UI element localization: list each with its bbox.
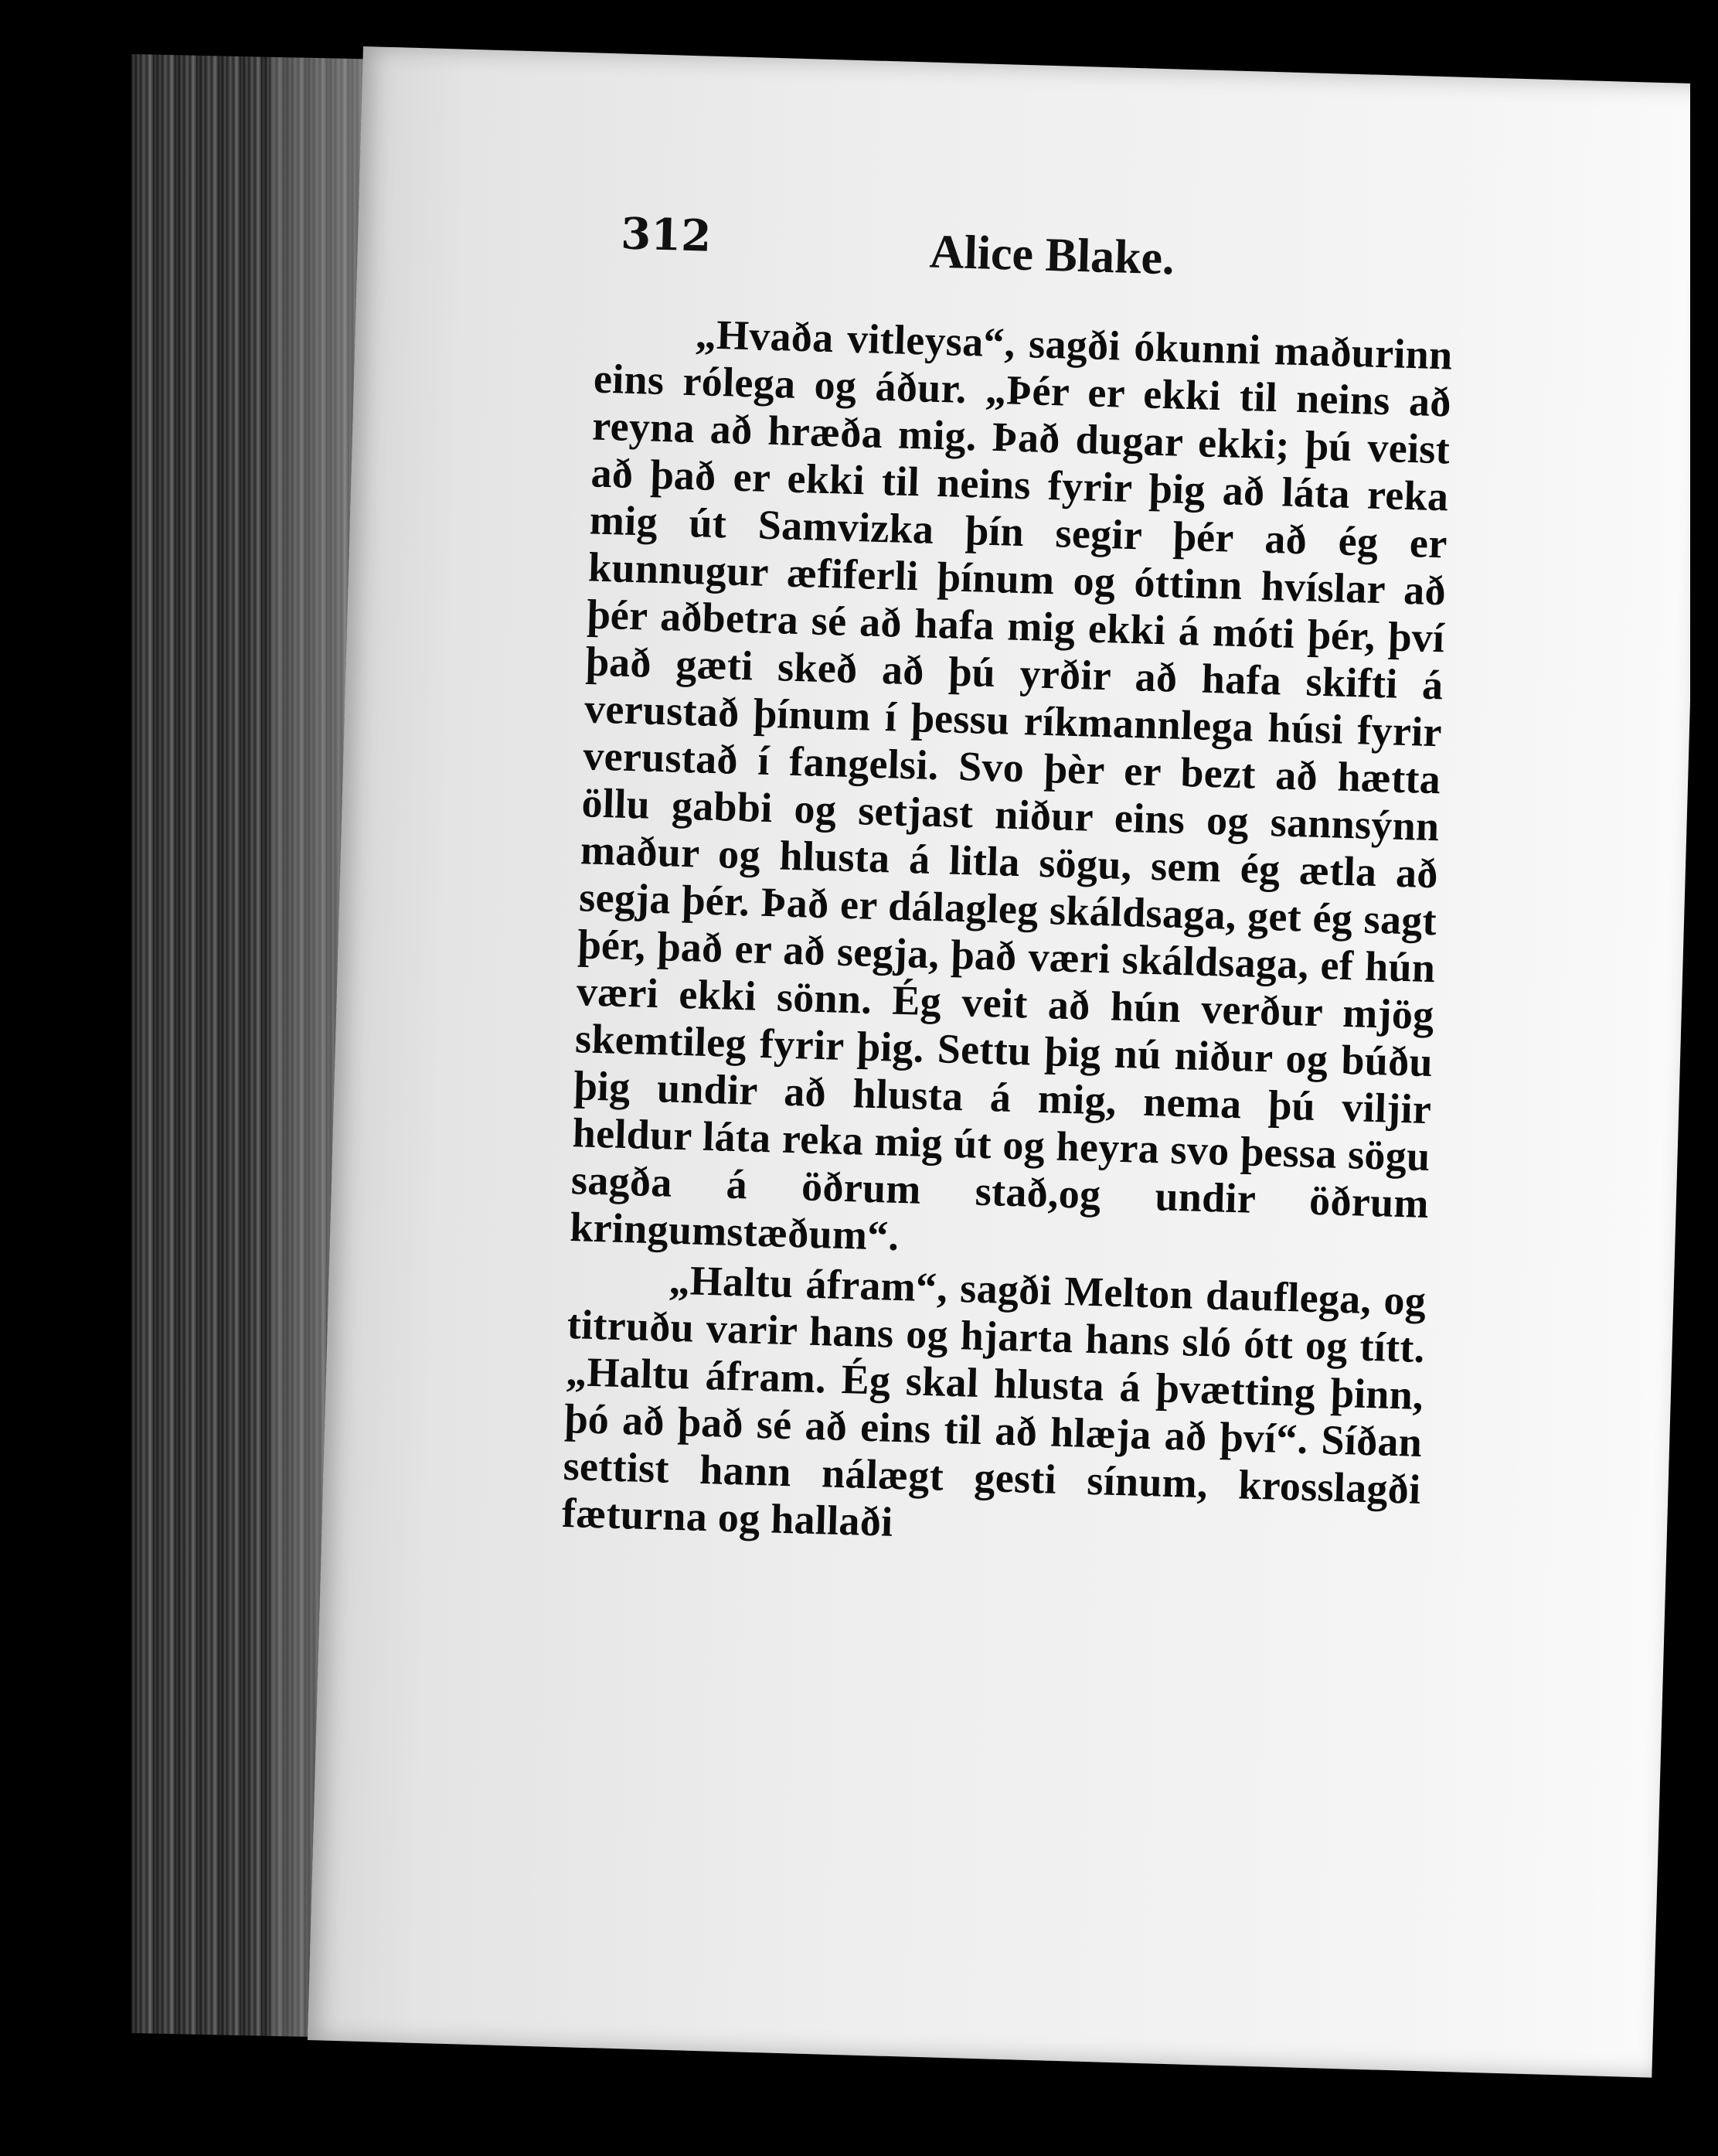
scanned-page <box>308 46 1707 2078</box>
body-text <box>561 308 1453 1561</box>
paragraph: „Haltu áfram“, sagði Melton dauflega, og titruðu varir hans og hjarta hans sló ótt og títt. „Haltu áfram. Ég skal hlusta á þvætting þinn, þó að það sé að eins til að hlæja að því“. Síðan settist hann nálægt gesti sínum, krosslagði fæturna og hallaði <box>561 1256 1427 1545</box>
paragraph: „Hvaða vitleysa“, sagði ókunni maðurinn eins rólega og áður. „Þér er ekki til neins að reyna að hræða mig. Það dugar ekki; þú veist að það er ekki til neins fyrir þig að láta reka mig út Samvizka þín segir þér að ég er kunnugur æfiferli þínum og óttinn hvíslar að þér aðbetra sé að hafa mig ekki á móti þér, því það gæti skeð að þú yrðir að hafa skifti á verustað þínum í þessu ríkmannlega húsi fyrir verustað í fangelsi. Svo þèr er bezt að hætta öllu gabbi og setjast niður eins og sannsýnn maður og hlusta á litla sögu, sem ég ætla að segja þér. Það er dálagleg skáldsaga, get ég sagt þér, það er að segja, það væri skáldsaga, ef hún væri ekki sönn. Ég veit að hún verður mjög skemtileg fyrir þig. Settu þig nú niður og búðu þig undir að hlusta á mig, nema þú viljir heldur láta reka mig út og heyra svo þessa sögu sagða á öðrum stað,og undir öðrum kringumstæðum“. <box>569 311 1454 1259</box>
scan-border <box>1690 0 1718 2156</box>
running-head: Alice Blake. <box>928 225 1175 285</box>
page-number: 312 <box>620 208 713 262</box>
page-header <box>620 208 1626 305</box>
